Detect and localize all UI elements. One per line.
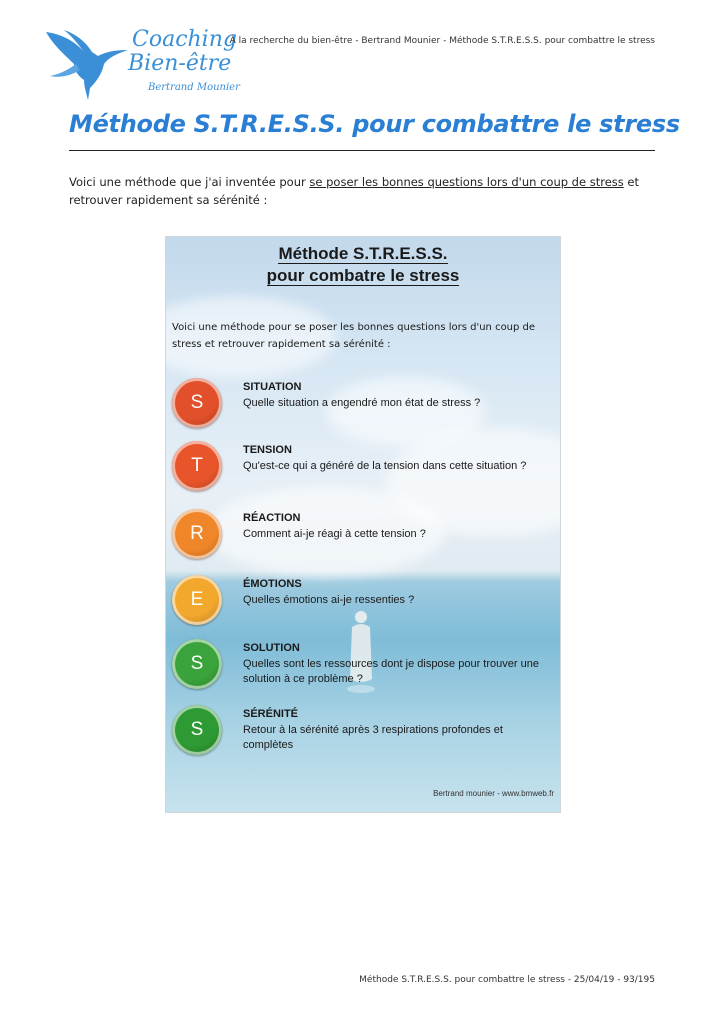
page-title: Méthode S.T.R.E.S.S. pour combattre le stress (69, 110, 680, 138)
step-description: Quelles sont les ressources dont je dispose pour trouver une solution à ce problème ? (243, 658, 539, 685)
step-title: SOLUTION (243, 642, 300, 654)
infographic-intro: Voici une méthode pour se poser les bonnes questions lors d'un coup de stress et retrouver rapidement sa sérénité : (172, 322, 536, 350)
step-title: SITUATION (243, 381, 302, 393)
logo-text-coaching: Coaching (132, 27, 237, 52)
running-header: À la recherche du bien-être - Bertrand Mounier - Méthode S.T.R.E.S.S. pour combattre le stress (229, 36, 655, 46)
step-title: ÉMOTIONS (243, 578, 302, 590)
step-emotions (166, 575, 560, 635)
step-description: Quelle situation a engendré mon état de stress ? (243, 397, 481, 409)
intro-link[interactable]: se poser les bonnes questions lors d'un coup de stress (309, 175, 624, 189)
step-letter-badge: S (172, 378, 222, 428)
logo (42, 24, 242, 104)
intro-paragraph (69, 173, 655, 209)
step-situation (166, 378, 560, 438)
page-footer: Méthode S.T.R.E.S.S. pour combattre le stress - 25/04/19 - 93/195 (359, 975, 655, 985)
step-tension (166, 441, 560, 501)
stress-infographic (165, 236, 561, 813)
infographic-title-line1: Méthode S.T.R.E.S.S. (278, 244, 448, 263)
step-reaction (166, 509, 560, 569)
infographic-title-line2: pour combatre le stress (266, 266, 460, 285)
step-letter-badge: E (172, 575, 222, 625)
step-letter-badge: S (172, 705, 222, 755)
step-description: Quelles émotions ai-je ressenties ? (243, 594, 415, 606)
step-title: SÉRÉNITÉ (243, 708, 299, 720)
step-letter-badge: R (172, 509, 222, 559)
step-letter-badge: S (172, 639, 222, 689)
intro-after: et retrouver rapidement sa sérénité : (69, 175, 639, 207)
step-description: Qu'est-ce qui a généré de la tension dans cette situation ? (243, 460, 527, 472)
infographic-credit: Bertrand mounier - www.bmweb.fr (433, 789, 554, 798)
step-serenite (166, 705, 560, 765)
step-title: TENSION (243, 444, 292, 456)
step-description: Comment ai-je réagi à cette tension ? (243, 528, 426, 540)
infographic-title (166, 243, 560, 287)
step-description: Retour à la sérénité après 3 respirations profondes et complètes (243, 724, 503, 751)
intro-before: Voici une méthode que j'ai inventée pour (69, 175, 310, 189)
step-solution (166, 639, 560, 699)
step-letter-badge: T (172, 441, 222, 491)
logo-text-author: Bertrand Mounier (148, 82, 240, 93)
hummingbird-icon (42, 24, 132, 102)
logo-text-bien-etre: Bien-être (128, 51, 232, 76)
title-divider (69, 150, 655, 151)
step-title: RÉACTION (243, 512, 301, 524)
